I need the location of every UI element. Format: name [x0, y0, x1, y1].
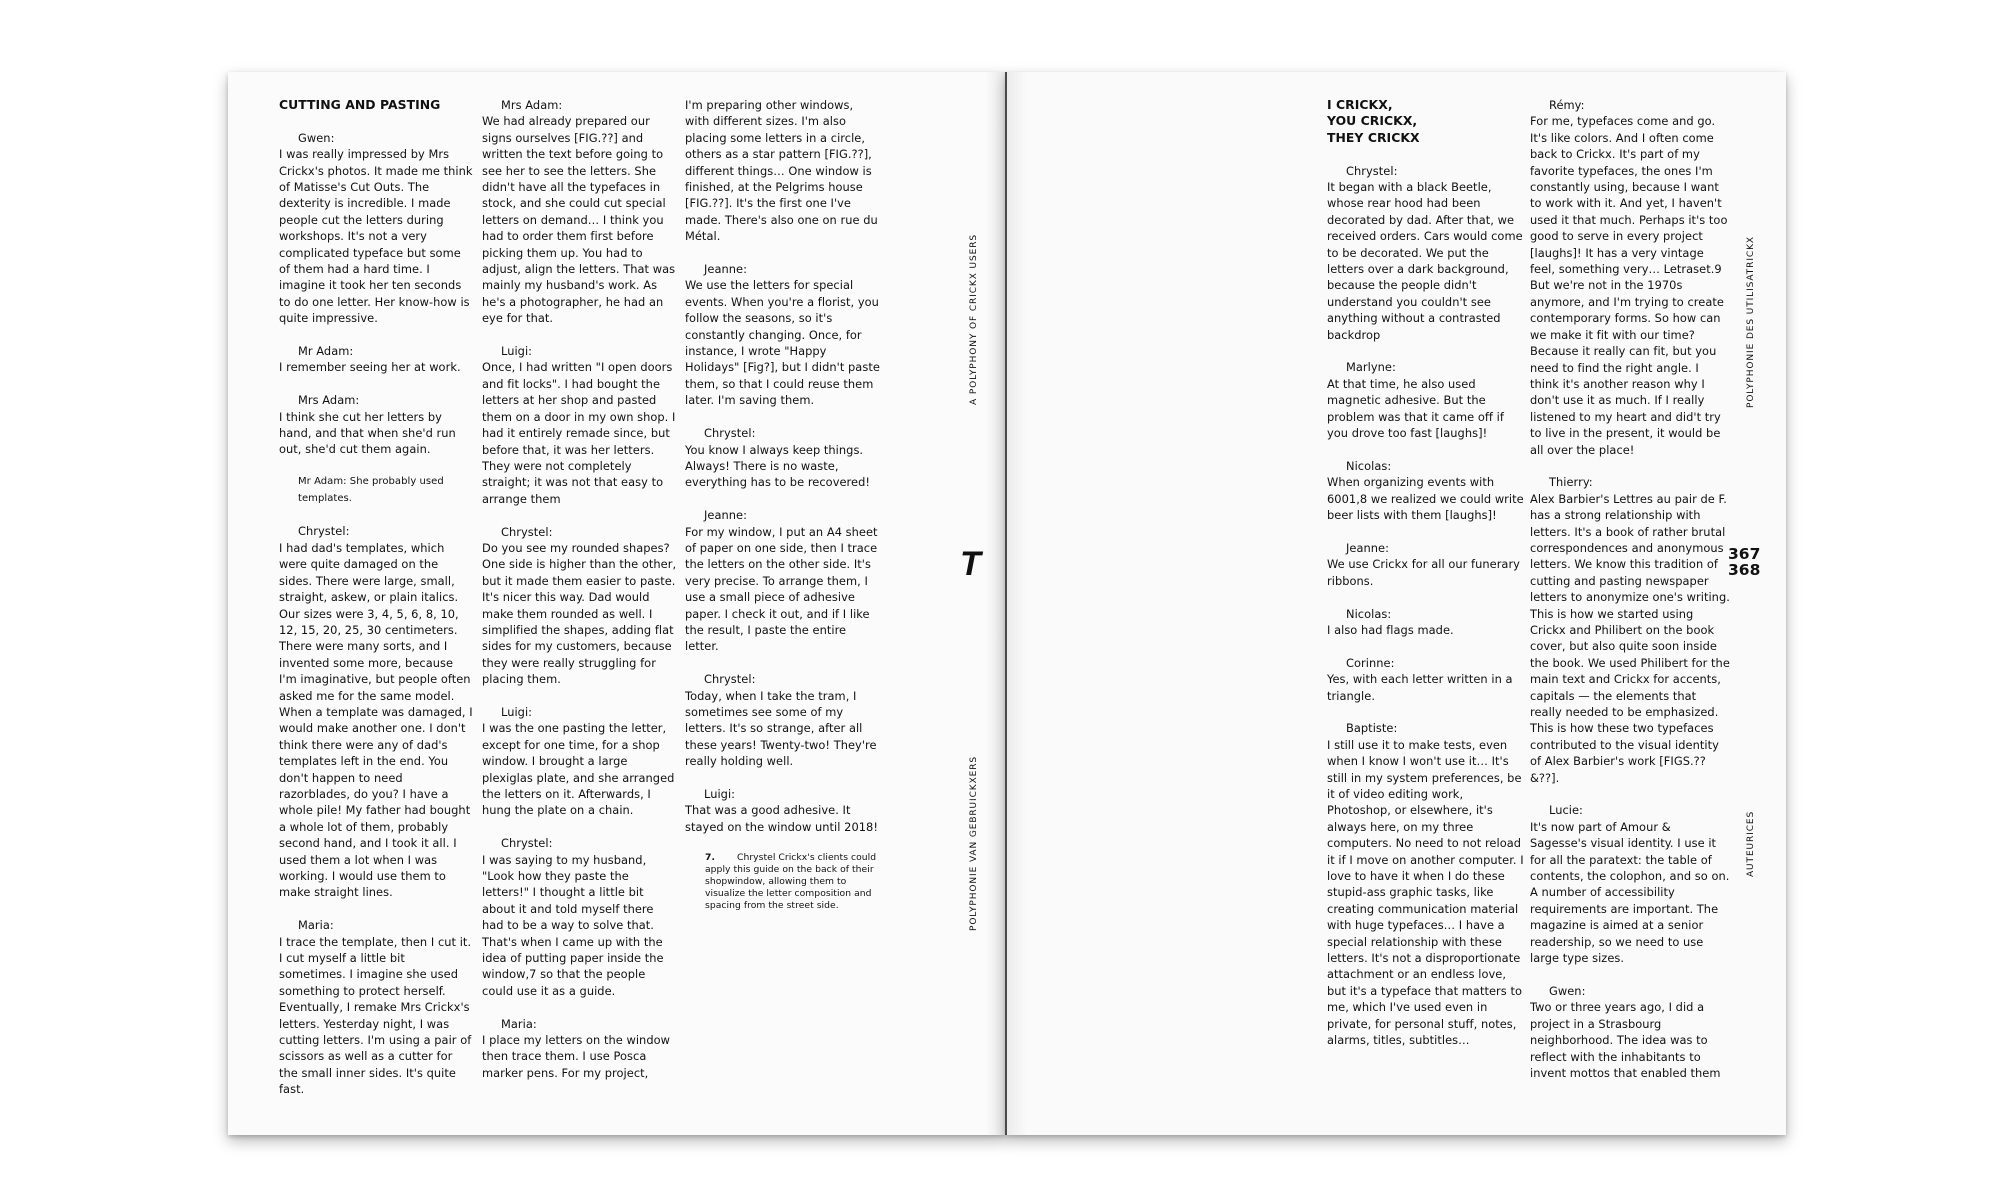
speaker-text: I place my letters on the window then trace them. I use Posca marker pens. For my project, [482, 1033, 670, 1080]
page-gutter [1005, 72, 1007, 1135]
interview-paragraph [482, 97, 677, 327]
speaker-text: I trace the template, then I cut it. I cut myself a little bit sometimes. I imagine she used something to protect herself. Eventually, I remake Mrs Crickx's letters. Yesterday night, I was cutting letters. I'm using a pair of scissors as well as a cutter for the small inner sides. It's quite fast. [279, 934, 472, 1097]
left-column-3 [685, 97, 880, 912]
margin-title-bottom-right: AUTEURICES [1746, 810, 1756, 877]
speaker-name: Gwen: [298, 130, 335, 145]
interview-paragraph [1327, 720, 1525, 1048]
speaker-text: For me, typefaces come and go. It's like colors. And I often come back to Crickx. It's part of my favorite typefaces, the ones I'm constantly using, because I want to work with it. And yet, I haven't used it that much. Perhaps it's too good to serve in every project [laughs]! It has a very vintage feel, something very… Letraset.9 But we're not in the 1970s anymore, and I'm trying to create contemporary forms. So how can we make it fit with our time? Because it really can fit, but you need to find the right angle. I think it's another reason why I don't use it as much. If I really listened to my heart and did't try to live in the present, it would be all over the place! [1530, 114, 1728, 457]
speaker-name: Chrystel: [704, 672, 756, 687]
interview-paragraph [482, 524, 677, 688]
speaker-text: You know I always keep things. Always! There is no waste, everything has to be recovered! [685, 442, 870, 490]
right-column-1 [1327, 97, 1525, 1048]
speaker-text: I was the one pasting the letter, except for one time, for a shop window. I brought a large plexiglas plate, and she arranged the letters on it. Afterwards, I hung the plate on a chain. [482, 721, 675, 818]
interview-paragraph [482, 704, 677, 819]
speaker-text: I remember seeing her at work. [279, 360, 461, 375]
interview-paragraph [685, 425, 880, 491]
speaker-name: Luigi: [704, 786, 736, 801]
interview-paragraph [482, 835, 677, 999]
speaker-name: Jeanne: [704, 508, 747, 523]
speaker-name: Corinne: [1346, 655, 1395, 670]
speaker-name: Lucie: [1549, 803, 1583, 818]
interview-paragraph [1530, 474, 1730, 786]
interview-paragraph [1327, 655, 1525, 704]
left-column-2 [482, 97, 677, 1081]
interview-paragraph [279, 917, 474, 1097]
interview-paragraph [685, 97, 880, 245]
interview-paragraph [279, 474, 474, 507]
speaker-text: Two or three years ago, I did a project in a Strasbourg neighborhood. The idea was to reflect with the inhabitants to invent mottos that enabled them [1530, 1000, 1721, 1080]
speaker-text: That was a good adhesive. It stayed on the window until 2018! [685, 803, 878, 834]
right-heading [1327, 97, 1525, 146]
speaker-name: Thierry: [1549, 475, 1593, 490]
section-heading: CUTTING AND PASTING [279, 97, 441, 112]
interview-paragraph [685, 671, 880, 769]
speaker-text: I think she cut her letters by hand, and that when she'd run out, she'd cut them again. [279, 409, 456, 457]
speaker-name: Rémy: [1549, 98, 1585, 112]
speaker-text: We had already prepared our signs ourselves [FIG.??] and written the text before going to see her to see the letters. She didn't have all the typefaces in stock, and she could cut special letters on demand… I think you had to order them first before picking them up. You had to adjust, align the letters. That was mainly my husband's work. As he's a photographer, he had an eye for that. [482, 114, 676, 326]
interview-paragraph [1530, 97, 1730, 458]
gutter-shadow-left [985, 72, 1005, 1135]
right-heading-line-3: THEY CRICKX [1327, 129, 1420, 145]
interview-paragraph [685, 507, 880, 655]
interview-paragraph [1327, 163, 1525, 343]
speaker-name: Mrs Adam: [501, 98, 563, 112]
gutter-shadow-right [1007, 72, 1027, 1135]
speaker-name: Maria: [501, 1016, 537, 1031]
page-number-368: 368 [1728, 561, 1761, 579]
footnote-text: Chrystel Crickx's clients could apply this guide on the back of their shopwindow, allowing them to visualize the letter composition and spacing from the street side. [705, 851, 877, 911]
speaker-text: For my window, I put an A4 sheet of paper on one side, then I trace the letters on the other side. It's very precise. To arrange them, I use a small piece of adhesive paper. I check it out, and if I like the result, I paste the entire letter. [685, 524, 878, 654]
speaker-name: Mr Adam: She probably used templates. [298, 476, 444, 504]
speaker-name: Mrs Adam: [298, 393, 360, 408]
speaker-name: Luigi: [501, 704, 533, 719]
speaker-text: We use Crickx for all our funerary ribbons. [1327, 557, 1520, 588]
interview-paragraph [1327, 606, 1525, 639]
interview-paragraph [482, 343, 677, 507]
interview-paragraph [685, 261, 880, 409]
section-letter: T [960, 545, 981, 583]
interview-paragraph [1530, 983, 1730, 1081]
interview-paragraph [685, 786, 880, 835]
interview-paragraph [482, 1016, 677, 1082]
interview-paragraph [1327, 540, 1525, 589]
footnote [685, 852, 880, 912]
speaker-text: I was really impressed by Mrs Crickx's photos. It made me think of Matisse's Cut Outs. The dexterity is incredible. I made people cut the letters during workshops. It's not a very complicated typeface but some of them had a hard time. I imagine it took her ten seconds to do one letter. Her know-how is quite impressive. [279, 147, 473, 326]
margin-title-top-right: POLYPHONIE DES UTILISATRICKX [1746, 236, 1756, 408]
interview-paragraph [1327, 458, 1525, 524]
margin-title-bottom-left: POLYPHONIE VAN GEBRUICKXERS [969, 755, 979, 931]
speaker-text: I also had flags made. [1327, 622, 1454, 637]
interview-paragraph [279, 343, 474, 376]
speaker-text: It's now part of Amour & Sagesse's visual identity. I use it for all the paratext: the table of contents, the colophon, and so on. A number of accessibility requirements are important. The magazine is aimed at a senior readership, so we need to use large type sizes. [1530, 819, 1730, 966]
interview-paragraph [1530, 802, 1730, 966]
speaker-name: Jeanne: [704, 262, 747, 277]
speaker-name: Gwen: [1549, 983, 1586, 998]
speaker-name: Baptiste: [1346, 721, 1398, 736]
margin-title-top-left: A POLYPHONY OF CRICKX USERS [969, 234, 979, 405]
speaker-name: Nicolas: [1346, 458, 1392, 473]
speaker-text: I was saying to my husband, "Look how they paste the letters!" I thought a little bit about it and told myself there had to be a way to solve that. That's when I came up with the idea of putting paper inside the window,7 so that the people could use it as a guide. [482, 852, 664, 998]
speaker-text: Yes, with each letter written in a triangle. [1327, 672, 1513, 703]
speaker-text: Alex Barbier's Lettres au pair de F. has a strong relationship with letters. It's a book of rather brutal correspondences and anonymous letters. We know this tradition of cutting and pasting newspaper letters to anonymize one's writing. This is how we started using Crickx and Philibert on the book cover, but also quite soon inside the book. We used Philibert for the main text and Crickx for accents, capitals — the elements that really needed to be emphasized. This is how these two typefaces contributed to the visual identity of Alex Barbier's work [FIGS.??&??]. [1530, 491, 1730, 785]
speaker-text: When organizing events with 6001,8 we realized we could write beer lists with them [laughs]! [1327, 475, 1524, 523]
right-column-2 [1530, 97, 1730, 1081]
page-numbers [1728, 546, 1760, 578]
footnote-number: 7. [705, 851, 715, 863]
speaker-text: I had dad's templates, which were quite damaged on the sides. There were large, small, straight, askew, or plain italics. Our sizes were 3, 4, 5, 6, 8, 10, 12, 15, 20, 25, 30 centimeters. There were many sorts, and I invented some more, because I'm imaginative, but people often asked me for the same model. When a template was damaged, I would make another one. I don't think there were any of dad's templates left in the end. You don't happen to need razorblades, do you? I have a whole pile! My father had bought a whole lot of them, probably second hand, and I took it all. I used them a lot when I was working. I would use them to make straight lines. [279, 540, 473, 900]
speaker-name: Chrystel: [298, 524, 350, 539]
interview-paragraph [279, 523, 474, 900]
speaker-text: I'm preparing other windows, with different sizes. I'm also placing some letters in a circle, others as a star pattern [FIG.??], different things… One window is finished, at the Pelgrims house [FIG.??]. It's the first one I've made. There's also one on rue du Métal. [685, 98, 878, 244]
speaker-name: Chrystel: [501, 524, 553, 539]
speaker-text: At that time, he also used magnetic adhesive. But the problem was that it came off if you drove too fast [laughs]! [1327, 376, 1504, 441]
speaker-name: Chrystel: [501, 836, 553, 851]
interview-paragraph [279, 130, 474, 327]
speaker-name: Marlyne: [1346, 360, 1396, 375]
speaker-text: Once, I had written "I open doors and fit locks". I had bought the letters at her shop and pasted them on a door in my own shop. I had it entirely remade since, but before that, it was her letters. They were not completely straight; it was not that easy to arrange them [482, 360, 676, 506]
speaker-text: We use the letters for special events. When you're a florist, you follow the seasons, so it's constantly changing. Once, for instance, I wrote "Happy Holidays" [Fig?], but I didn't paste them, so that I could reuse them later. I'm saving them. [685, 278, 880, 408]
speaker-text: Today, when I take the tram, I sometimes see some of my letters. It's so strange, after all these years! Twenty-two! They're really holding well. [685, 688, 877, 769]
speaker-name: Chrystel: [704, 426, 756, 441]
speaker-name: Maria: [298, 918, 334, 933]
interview-paragraph [1327, 359, 1525, 441]
speaker-name: Nicolas: [1346, 606, 1392, 621]
page-number-367: 367 [1728, 545, 1761, 563]
speaker-text: I still use it to make tests, even when I know I won't use it… It's still in my system preferences, be it of video editing work, Photoshop, or elsewhere, it's always here, on my three computers. No need to not reload it if I move on another computer. I love to have it when I do these stupid-ass graphic tasks, like creating communication material with huge typefaces… I have a special relationship with these letters. It's not a disproportionate attachment or an endless love, but it's a typeface that matters to me, which I've used even in private, for personal stuff, notes, alarms, titles, subtitles… [1327, 737, 1524, 1048]
interview-paragraph [279, 392, 474, 458]
speaker-name: Chrystel: [1346, 163, 1398, 178]
speaker-text: Do you see my rounded shapes? One side is higher than the other, but it made them easier to paste. It's nicer this way. Dad would make them rounded as well. I simplified the shapes, adding flat sides for my customers, because they were really struggling for placing them. [482, 540, 677, 687]
right-heading-line-2: YOU CRICKX, [1327, 113, 1418, 129]
speaker-text: It began with a black Beetle, whose rear hood had been decorated by dad. After that, we received orders. Cars would come to be decorated. We put the letters over a dark background, because the people didn't understand you couldn't see anything without a contrasted backdrop [1327, 180, 1523, 342]
left-column-1 [279, 97, 474, 1098]
speaker-name: Luigi: [501, 344, 533, 359]
speaker-name: Mr Adam: [298, 344, 354, 359]
right-heading-line-1: I CRICKX, [1327, 97, 1393, 112]
speaker-name: Jeanne: [1346, 540, 1389, 555]
